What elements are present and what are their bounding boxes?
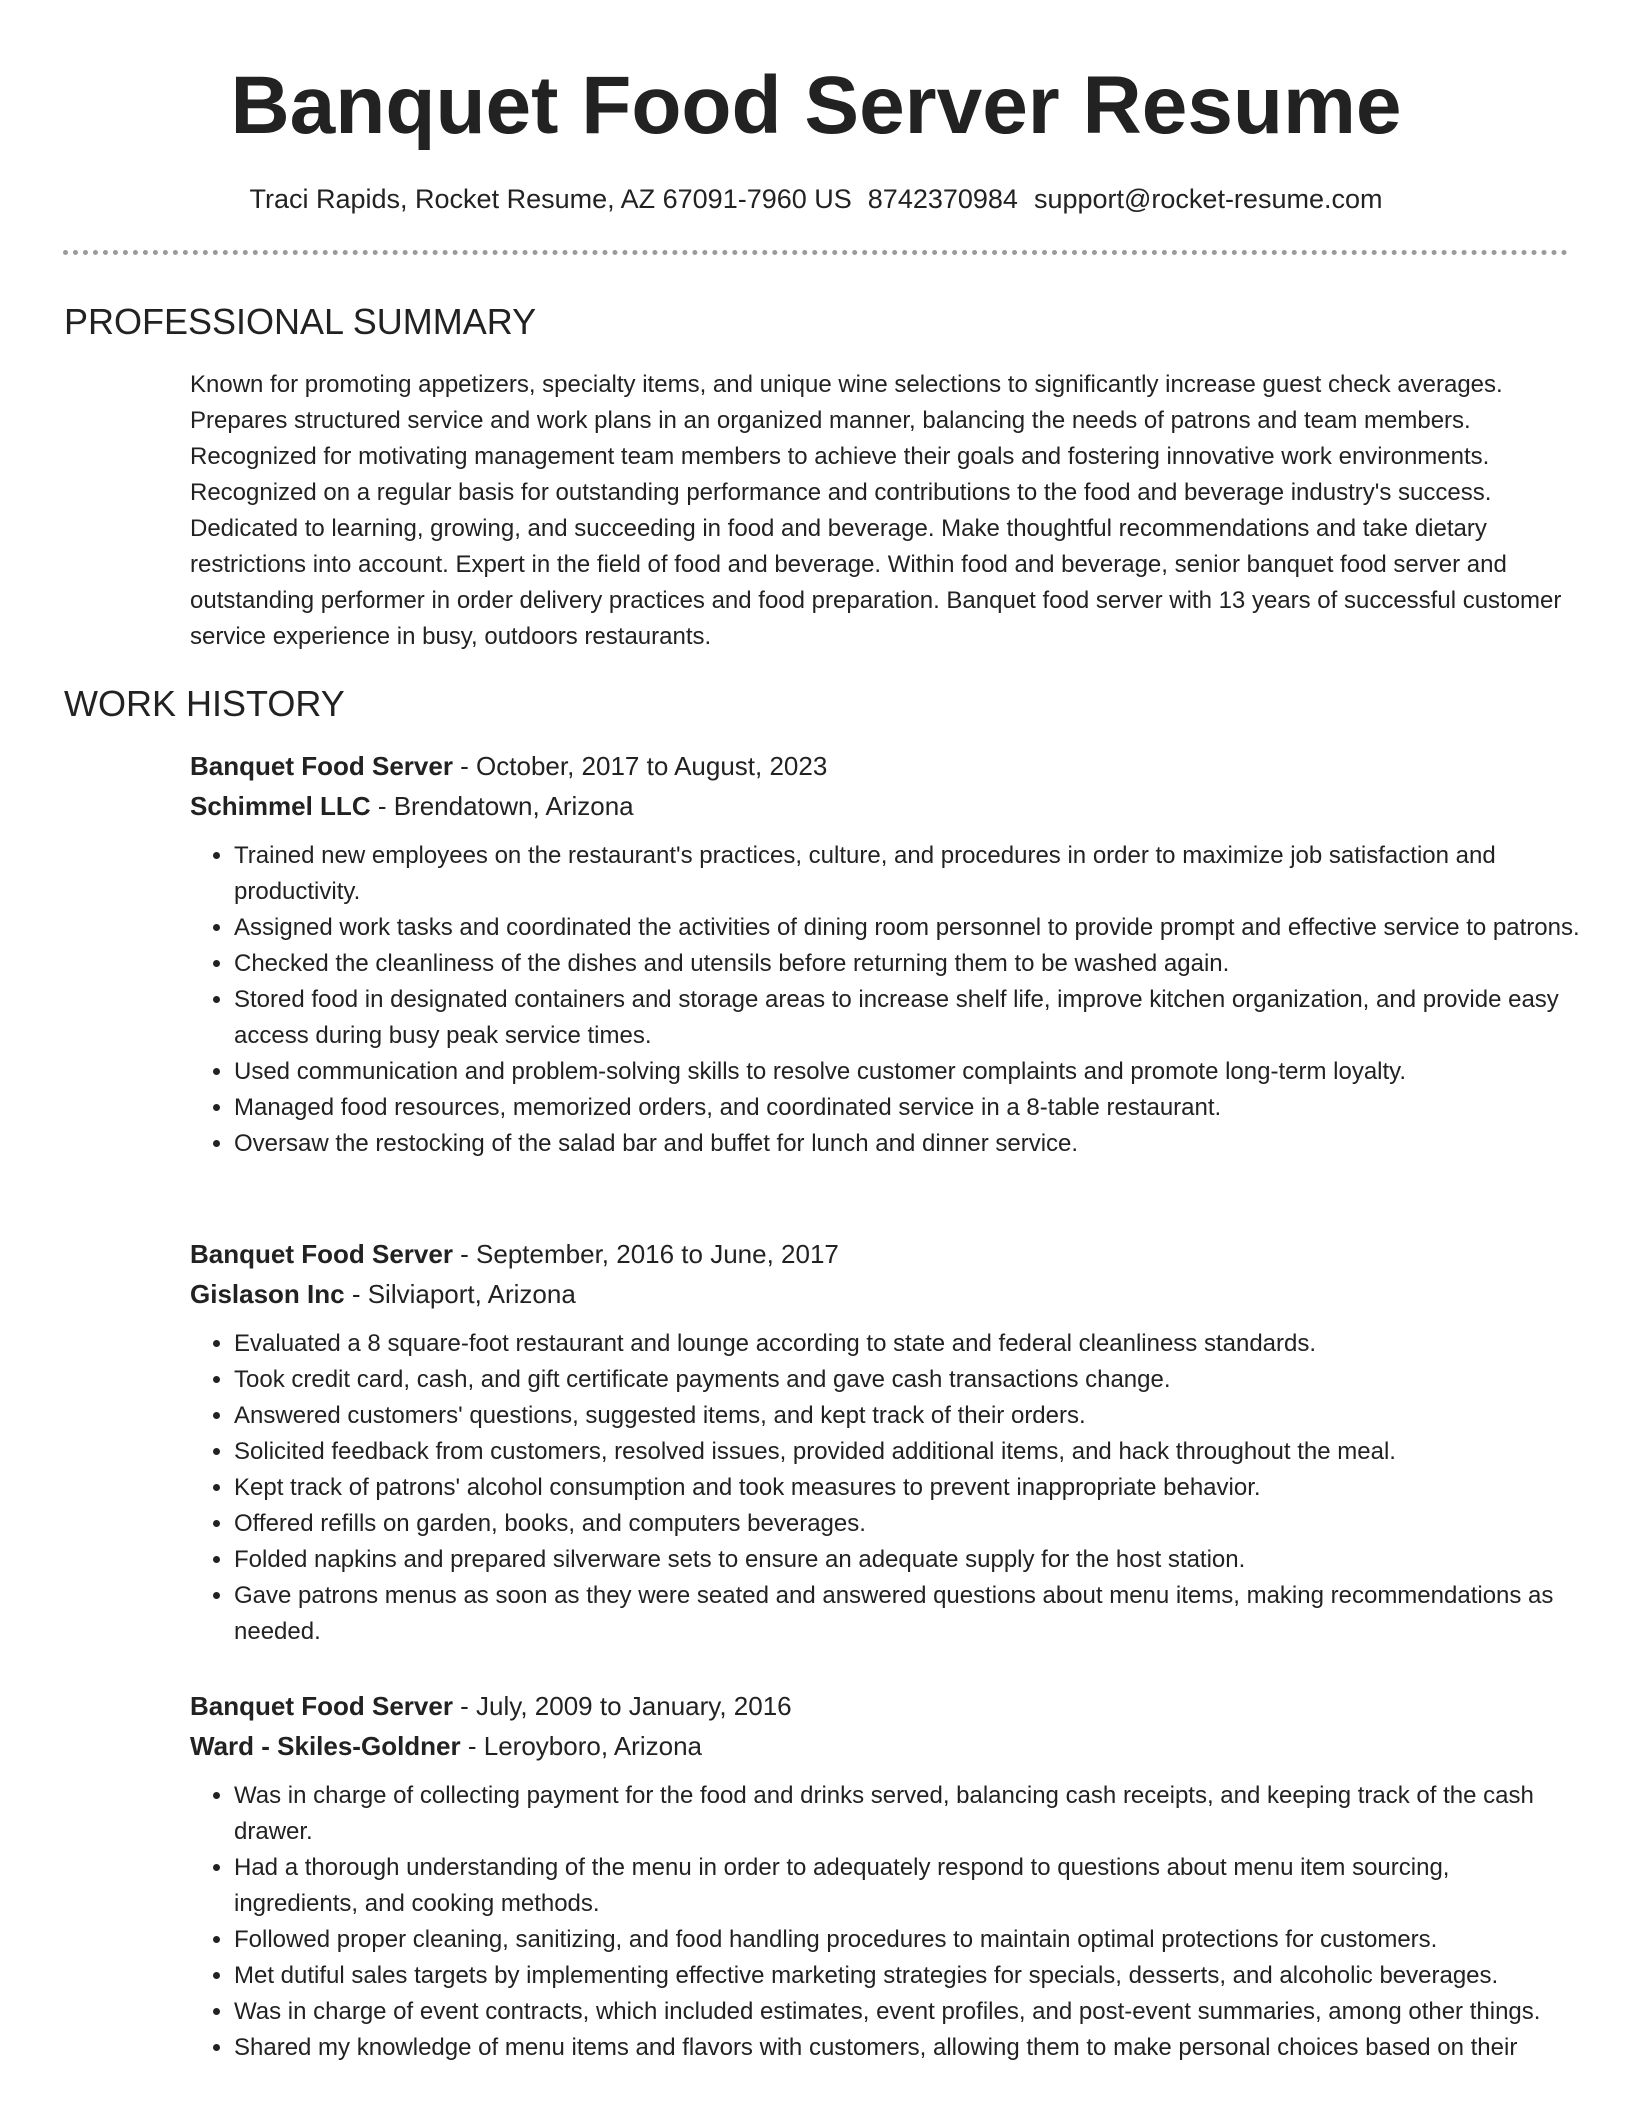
- job-bullet: • Kept track of patrons' alcohol consumption and took measures to prevent inappropriate behavior.: [234, 1470, 1580, 1506]
- job-company-line: [190, 1274, 1580, 1314]
- job-title-line: [190, 1234, 1580, 1274]
- job-bullet: • Trained new employees on the restaurant's practices, culture, and procedures in order to maximize job satisfaction and productivity.: [234, 838, 1580, 910]
- contact-info: [0, 182, 1632, 216]
- job-location: - Brendatown, Arizona: [370, 791, 634, 821]
- job-bullets: [190, 1326, 1580, 1650]
- job-bullets: [190, 1778, 1580, 2066]
- job-bullet: • Used communication and problem-solving skills to resolve customer complaints and promote long-term loyalty.: [234, 1054, 1580, 1090]
- job-bullet: • Had a thorough understanding of the menu in order to adequately respond to questions about menu item sourcing, ingredients, and cooking methods.: [234, 1850, 1580, 1922]
- job-bullet: • Met dutiful sales targets by implementing effective marketing strategies for specials, desserts, and alcoholic beverages.: [234, 1958, 1580, 1994]
- job-bullet: • Stored food in designated containers and storage areas to increase shelf life, improve kitchen organization, and provide easy access during busy peak service times.: [234, 982, 1580, 1054]
- job-company: Gislason Inc: [190, 1279, 345, 1309]
- job-bullet: • Answered customers' questions, suggested items, and kept track of their orders.: [234, 1398, 1580, 1434]
- job-dates: - October, 2017 to August, 2023: [452, 751, 828, 781]
- job-bullet: • Shared my knowledge of menu items and flavors with customers, allowing them to make personal choices based on their: [234, 2030, 1580, 2066]
- job-bullet: • Oversaw the restocking of the salad bar and buffet for lunch and dinner service.: [234, 1126, 1580, 1162]
- contact-address: Traci Rapids, Rocket Resume, AZ 67091-7960 US: [249, 184, 852, 214]
- job-bullet: • Followed proper cleaning, sanitizing, and food handling procedures to maintain optimal protections for customers.: [234, 1922, 1580, 1958]
- job-bullet: • Assigned work tasks and coordinated the activities of dining room personnel to provide prompt and effective service to patrons.: [234, 910, 1580, 946]
- job-bullet: • Evaluated a 8 square-foot restaurant and lounge according to state and federal cleanliness standards.: [234, 1326, 1580, 1362]
- contact-phone: 8742370984: [867, 184, 1018, 214]
- summary-text: Known for promoting appetizers, specialty items, and unique wine selections to significantly increase guest check averages. Prepares structured service and work plans in an organized manner, balancing the needs of patrons and team members. Recognized for motivating management team members to achieve their goals and fostering innovative work environments. Recognized on a regular basis for outstanding performance and contributions to the food and beverage industry's success. Dedicated to learning, growing, and succeeding in food and beverage. Make thoughtful recommendations and take dietary restrictions into account. Expert in the field of food and beverage. Within food and beverage, senior banquet food server and outstanding performer in order delivery practices and food preparation. Banquet food server with 13 years of successful customer service experience in busy, outdoors restaurants.: [190, 371, 1562, 650]
- job-bullet: • Solicited feedback from customers, resolved issues, provided additional items, and hack throughout the meal.: [234, 1434, 1580, 1470]
- job-bullets: [190, 838, 1580, 1162]
- job-title: Banquet Food Server: [190, 751, 453, 781]
- job-title: Banquet Food Server: [190, 1691, 453, 1721]
- job-dates: - September, 2016 to June, 2017: [452, 1239, 839, 1269]
- job-bullet: • Checked the cleanliness of the dishes and utensils before returning them to be washed again.: [234, 946, 1580, 982]
- job-bullet: • Took credit card, cash, and gift certificate payments and gave cash transactions change.: [234, 1362, 1580, 1398]
- job-entry: [190, 1686, 1580, 2066]
- job-bullet: • Was in charge of event contracts, which included estimates, event profiles, and post-event summaries, among other things.: [234, 1994, 1580, 2030]
- job-company-line: [190, 786, 1580, 826]
- contact-email: support@rocket-resume.com: [1033, 184, 1383, 214]
- job-entry: [190, 1234, 1580, 1650]
- job-bullet: • Managed food resources, memorized orders, and coordinated service in a 8-table restaurant.: [234, 1090, 1580, 1126]
- job-bullet: • Was in charge of collecting payment for the food and drinks served, balancing cash receipts, and keeping track of the cash drawer.: [234, 1778, 1580, 1850]
- job-location: - Silviaport, Arizona: [344, 1279, 576, 1309]
- job-company-line: [190, 1726, 1580, 1766]
- job-title-line: [190, 746, 1580, 786]
- job-company: Ward - Skiles-Goldner: [190, 1731, 461, 1761]
- job-company: Schimmel LLC: [190, 791, 371, 821]
- job-entry: [190, 746, 1580, 1162]
- section-heading-work-history: WORK HISTORY: [64, 683, 345, 724]
- section-heading-summary: PROFESSIONAL SUMMARY: [64, 301, 537, 342]
- job-bullet: • Offered refills on garden, books, and computers beverages.: [234, 1506, 1580, 1542]
- job-bullet: • Folded napkins and prepared silverware sets to ensure an adequate supply for the host station.: [234, 1542, 1580, 1578]
- job-title-line: [190, 1686, 1580, 1726]
- job-bullet: • Gave patrons menus as soon as they were seated and answered questions about menu items, making recommendations as needed.: [234, 1578, 1580, 1650]
- header-divider: [63, 250, 1568, 255]
- job-dates: - July, 2009 to January, 2016: [452, 1691, 792, 1721]
- job-location: - Leroyboro, Arizona: [460, 1731, 702, 1761]
- job-title: Banquet Food Server: [190, 1239, 453, 1269]
- resume-title: Banquet Food Server Resume: [230, 60, 1402, 151]
